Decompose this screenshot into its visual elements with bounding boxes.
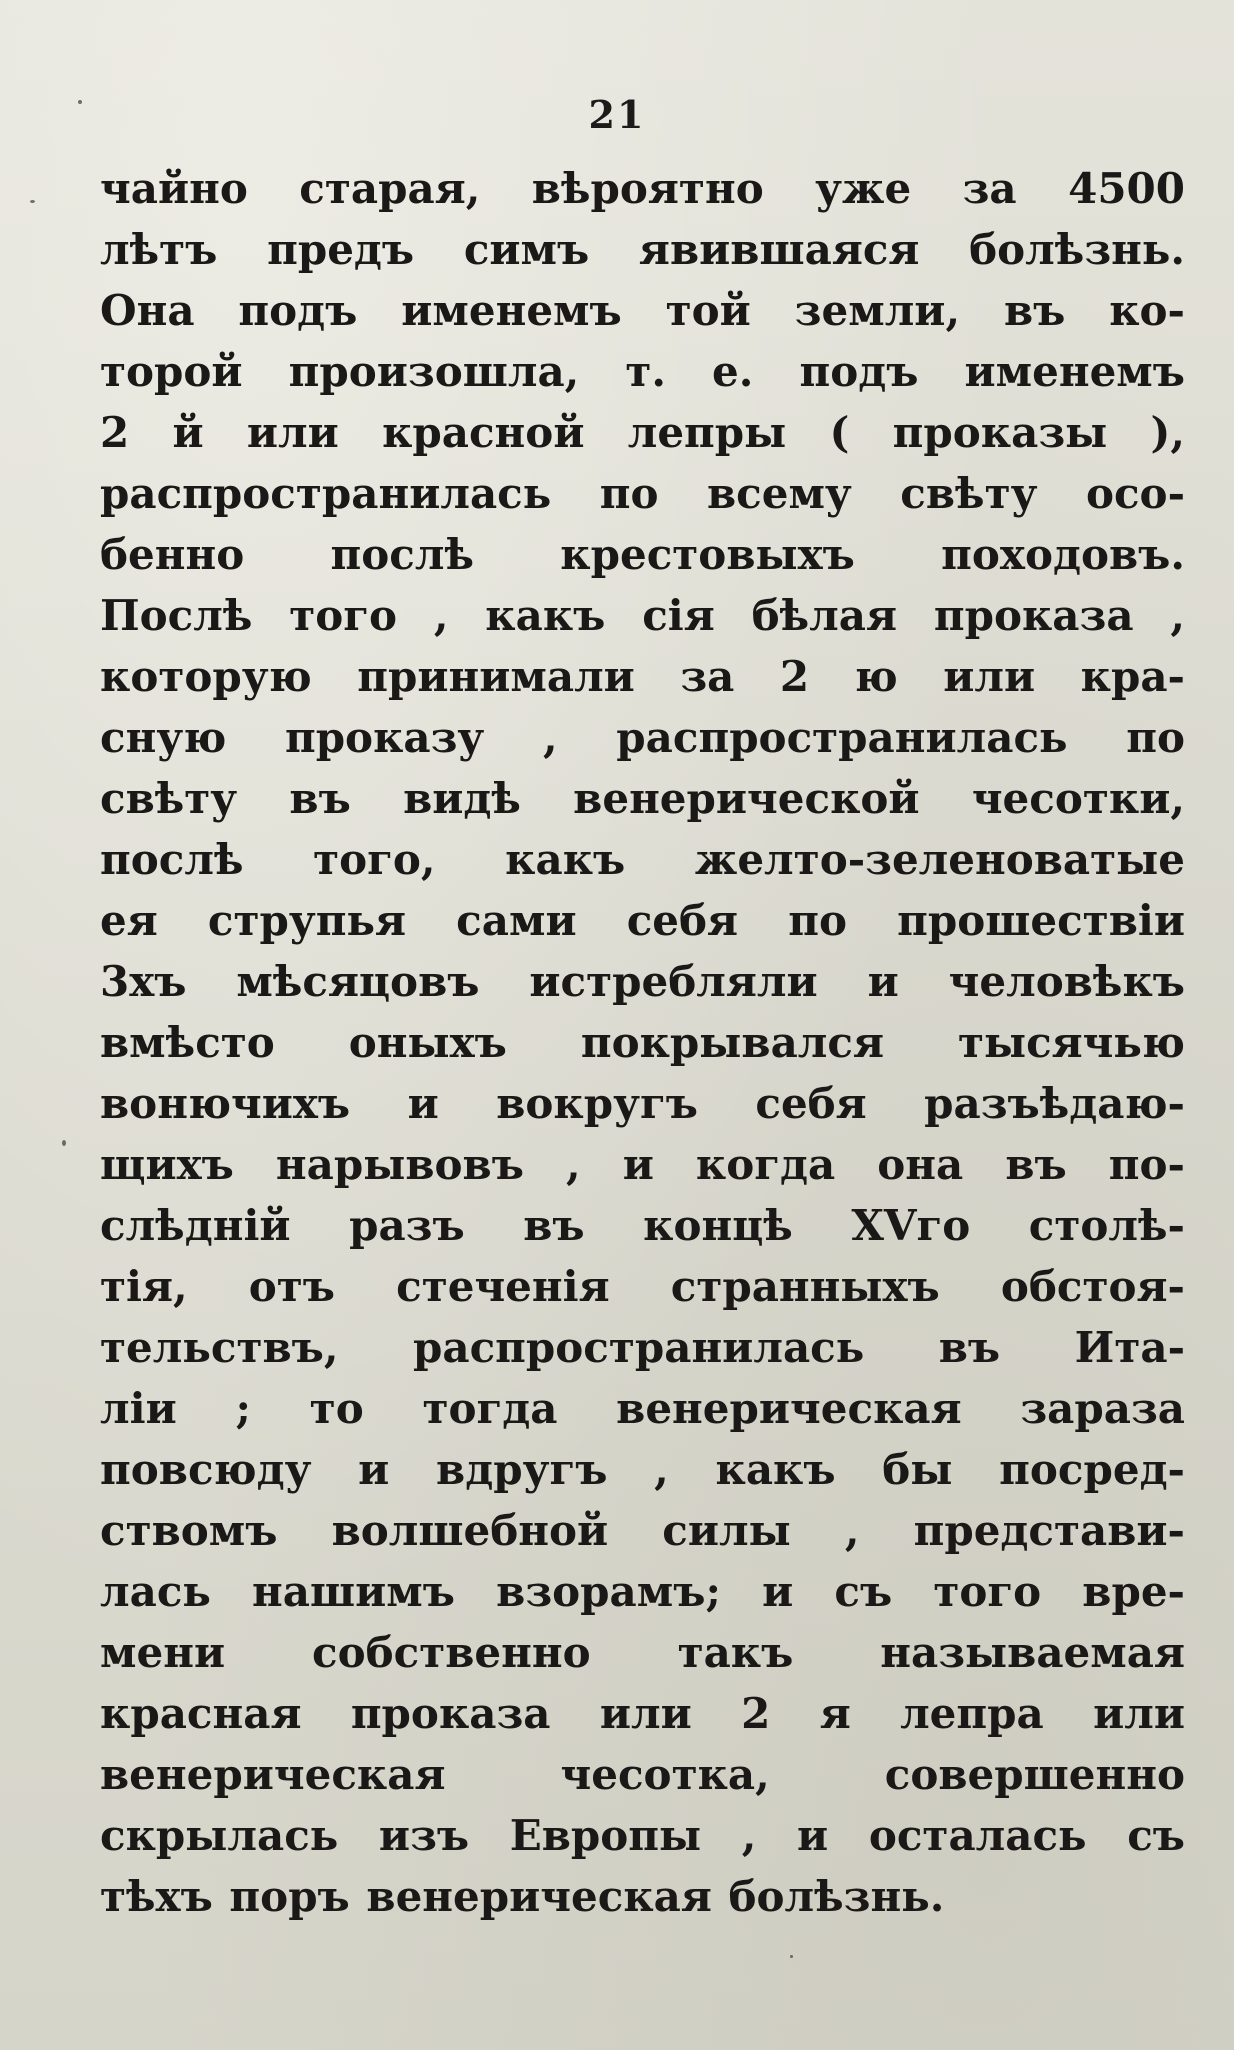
text-line: которую принимали за 2 ю или кра-	[100, 652, 1185, 701]
text-line: чайно старая, вѣроятно уже за 4500	[100, 164, 1185, 213]
text-line-last: тѣхъ поръ венерическая болѣзнь.	[100, 1872, 945, 1921]
text-line: скрылась изъ Европы , и осталась съ	[100, 1811, 1185, 1860]
text-line: Она подъ именемъ той земли, въ ко-	[100, 286, 1185, 335]
body-text	[100, 158, 1185, 1927]
text-line: ея струпья сами себя по прошествіи	[100, 896, 1185, 945]
page-number: 21	[588, 92, 646, 137]
text-line: ліи ; то тогда венерическая зараза	[100, 1384, 1185, 1433]
text-line: тельствъ, распространилась въ Ита-	[100, 1323, 1185, 1372]
text-line: повсюду и вдругъ , какъ бы посред-	[100, 1445, 1185, 1494]
text-line: щихъ нарывовъ , и когда она въ по-	[100, 1140, 1185, 1189]
text-line: свѣту въ видѣ венерической чесотки,	[100, 774, 1185, 823]
text-line: торой произошла, т. е. подъ именемъ	[100, 347, 1185, 396]
text-line: тія, отъ стеченія странныхъ обстоя-	[100, 1262, 1185, 1311]
paper-speck	[790, 1955, 793, 1958]
text-line: лѣтъ предъ симъ явившаяся болѣзнь.	[100, 225, 1185, 274]
text-line: лась нашимъ взорамъ; и съ того вре-	[100, 1567, 1185, 1616]
text-line: Послѣ того , какъ сія бѣлая проказа ,	[100, 591, 1185, 640]
text-line: бенно послѣ крестовыхъ походовъ.	[100, 530, 1185, 579]
text-line: 3хъ мѣсяцовъ истребляли и человѣкъ	[100, 957, 1185, 1006]
text-line: ствомъ волшебной силы , представи-	[100, 1506, 1185, 1555]
text-line: вмѣсто оныхъ покрывался тысячью	[100, 1018, 1185, 1067]
text-line: мени собственно такъ называемая	[100, 1628, 1185, 1677]
text-line: красная проказа или 2 я лепра или	[100, 1689, 1185, 1738]
paper-speck	[30, 200, 35, 203]
paper-speck	[78, 100, 82, 104]
text-line: сную проказу , распространилась по	[100, 713, 1185, 762]
text-line: слѣдній разъ въ концѣ XVго столѣ-	[100, 1201, 1185, 1250]
text-line: вонючихъ и вокругъ себя разъѣдаю-	[100, 1079, 1185, 1128]
text-line: послѣ того, какъ желто-зеленоватые	[100, 835, 1185, 884]
text-line: 2 й или красной лепры ( проказы ),	[100, 408, 1185, 457]
paper-speck	[62, 1140, 66, 1146]
text-line: распространилась по всему свѣту осо-	[100, 469, 1185, 518]
text-line: венерическая чесотка, совершенно	[100, 1750, 1185, 1799]
